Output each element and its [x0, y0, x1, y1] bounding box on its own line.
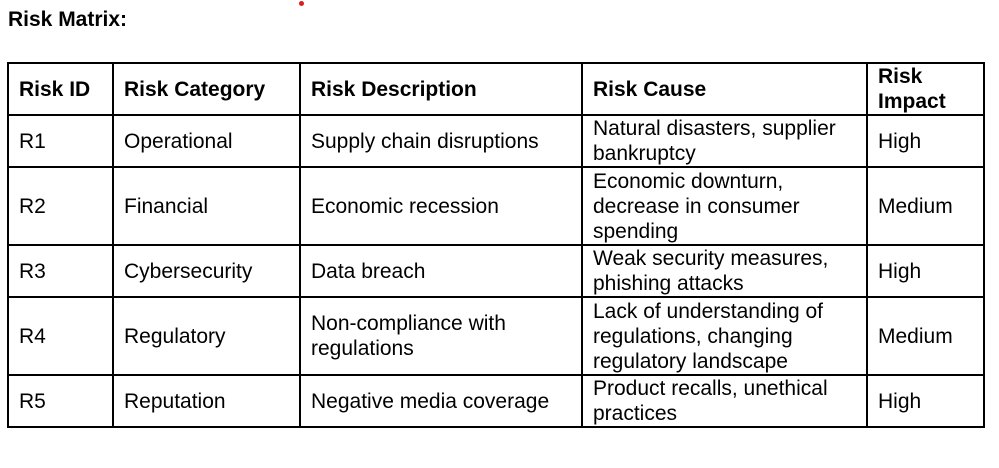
cell-risk-cause: Economic downturn, decrease in consumer spending: [582, 167, 867, 245]
cell-risk-category: Reputation: [113, 375, 300, 427]
cell-risk-category: Financial: [113, 167, 300, 245]
cell-risk-description: Data breach: [300, 245, 582, 297]
cell-risk-impact: High: [867, 245, 984, 297]
cell-risk-description: Supply chain disruptions: [300, 115, 582, 167]
header-risk-id: Risk ID: [8, 63, 113, 115]
cell-risk-category: Operational: [113, 115, 300, 167]
header-risk-description: Risk Description: [300, 63, 582, 115]
cell-risk-cause: Lack of understanding of regulations, changing regulatory landscape: [582, 297, 867, 375]
cell-risk-cause: Natural disasters, supplier bankruptcy: [582, 115, 867, 167]
header-risk-cause: Risk Cause: [582, 63, 867, 115]
cell-risk-impact: Medium: [867, 167, 984, 245]
cell-risk-impact: High: [867, 375, 984, 427]
risk-matrix-table: [7, 62, 985, 428]
table-row: [8, 245, 984, 297]
cell-risk-cause: Product recalls, unethical practices: [582, 375, 867, 427]
table-header-row: [8, 63, 984, 115]
cell-risk-cause: Weak security measures, phishing attacks: [582, 245, 867, 297]
page-title: Risk Matrix:: [8, 8, 128, 31]
table-row: [8, 115, 984, 167]
cell-risk-id: R2: [8, 167, 113, 245]
header-risk-impact: Risk Impact: [867, 63, 984, 115]
table-row: [8, 375, 984, 427]
cell-risk-id: R1: [8, 115, 113, 167]
red-marker-dot: [299, 1, 304, 6]
table-row: [8, 167, 984, 245]
cell-risk-category: Cybersecurity: [113, 245, 300, 297]
cell-risk-category: Regulatory: [113, 297, 300, 375]
cell-risk-id: R4: [8, 297, 113, 375]
cell-risk-impact: High: [867, 115, 984, 167]
cell-risk-id: R5: [8, 375, 113, 427]
header-risk-category: Risk Category: [113, 63, 300, 115]
table-row: [8, 297, 984, 375]
cell-risk-description: Economic recession: [300, 167, 582, 245]
cell-risk-impact: Medium: [867, 297, 984, 375]
cell-risk-description: Negative media coverage: [300, 375, 582, 427]
cell-risk-id: R3: [8, 245, 113, 297]
cell-risk-description: Non-compliance with regulations: [300, 297, 582, 375]
